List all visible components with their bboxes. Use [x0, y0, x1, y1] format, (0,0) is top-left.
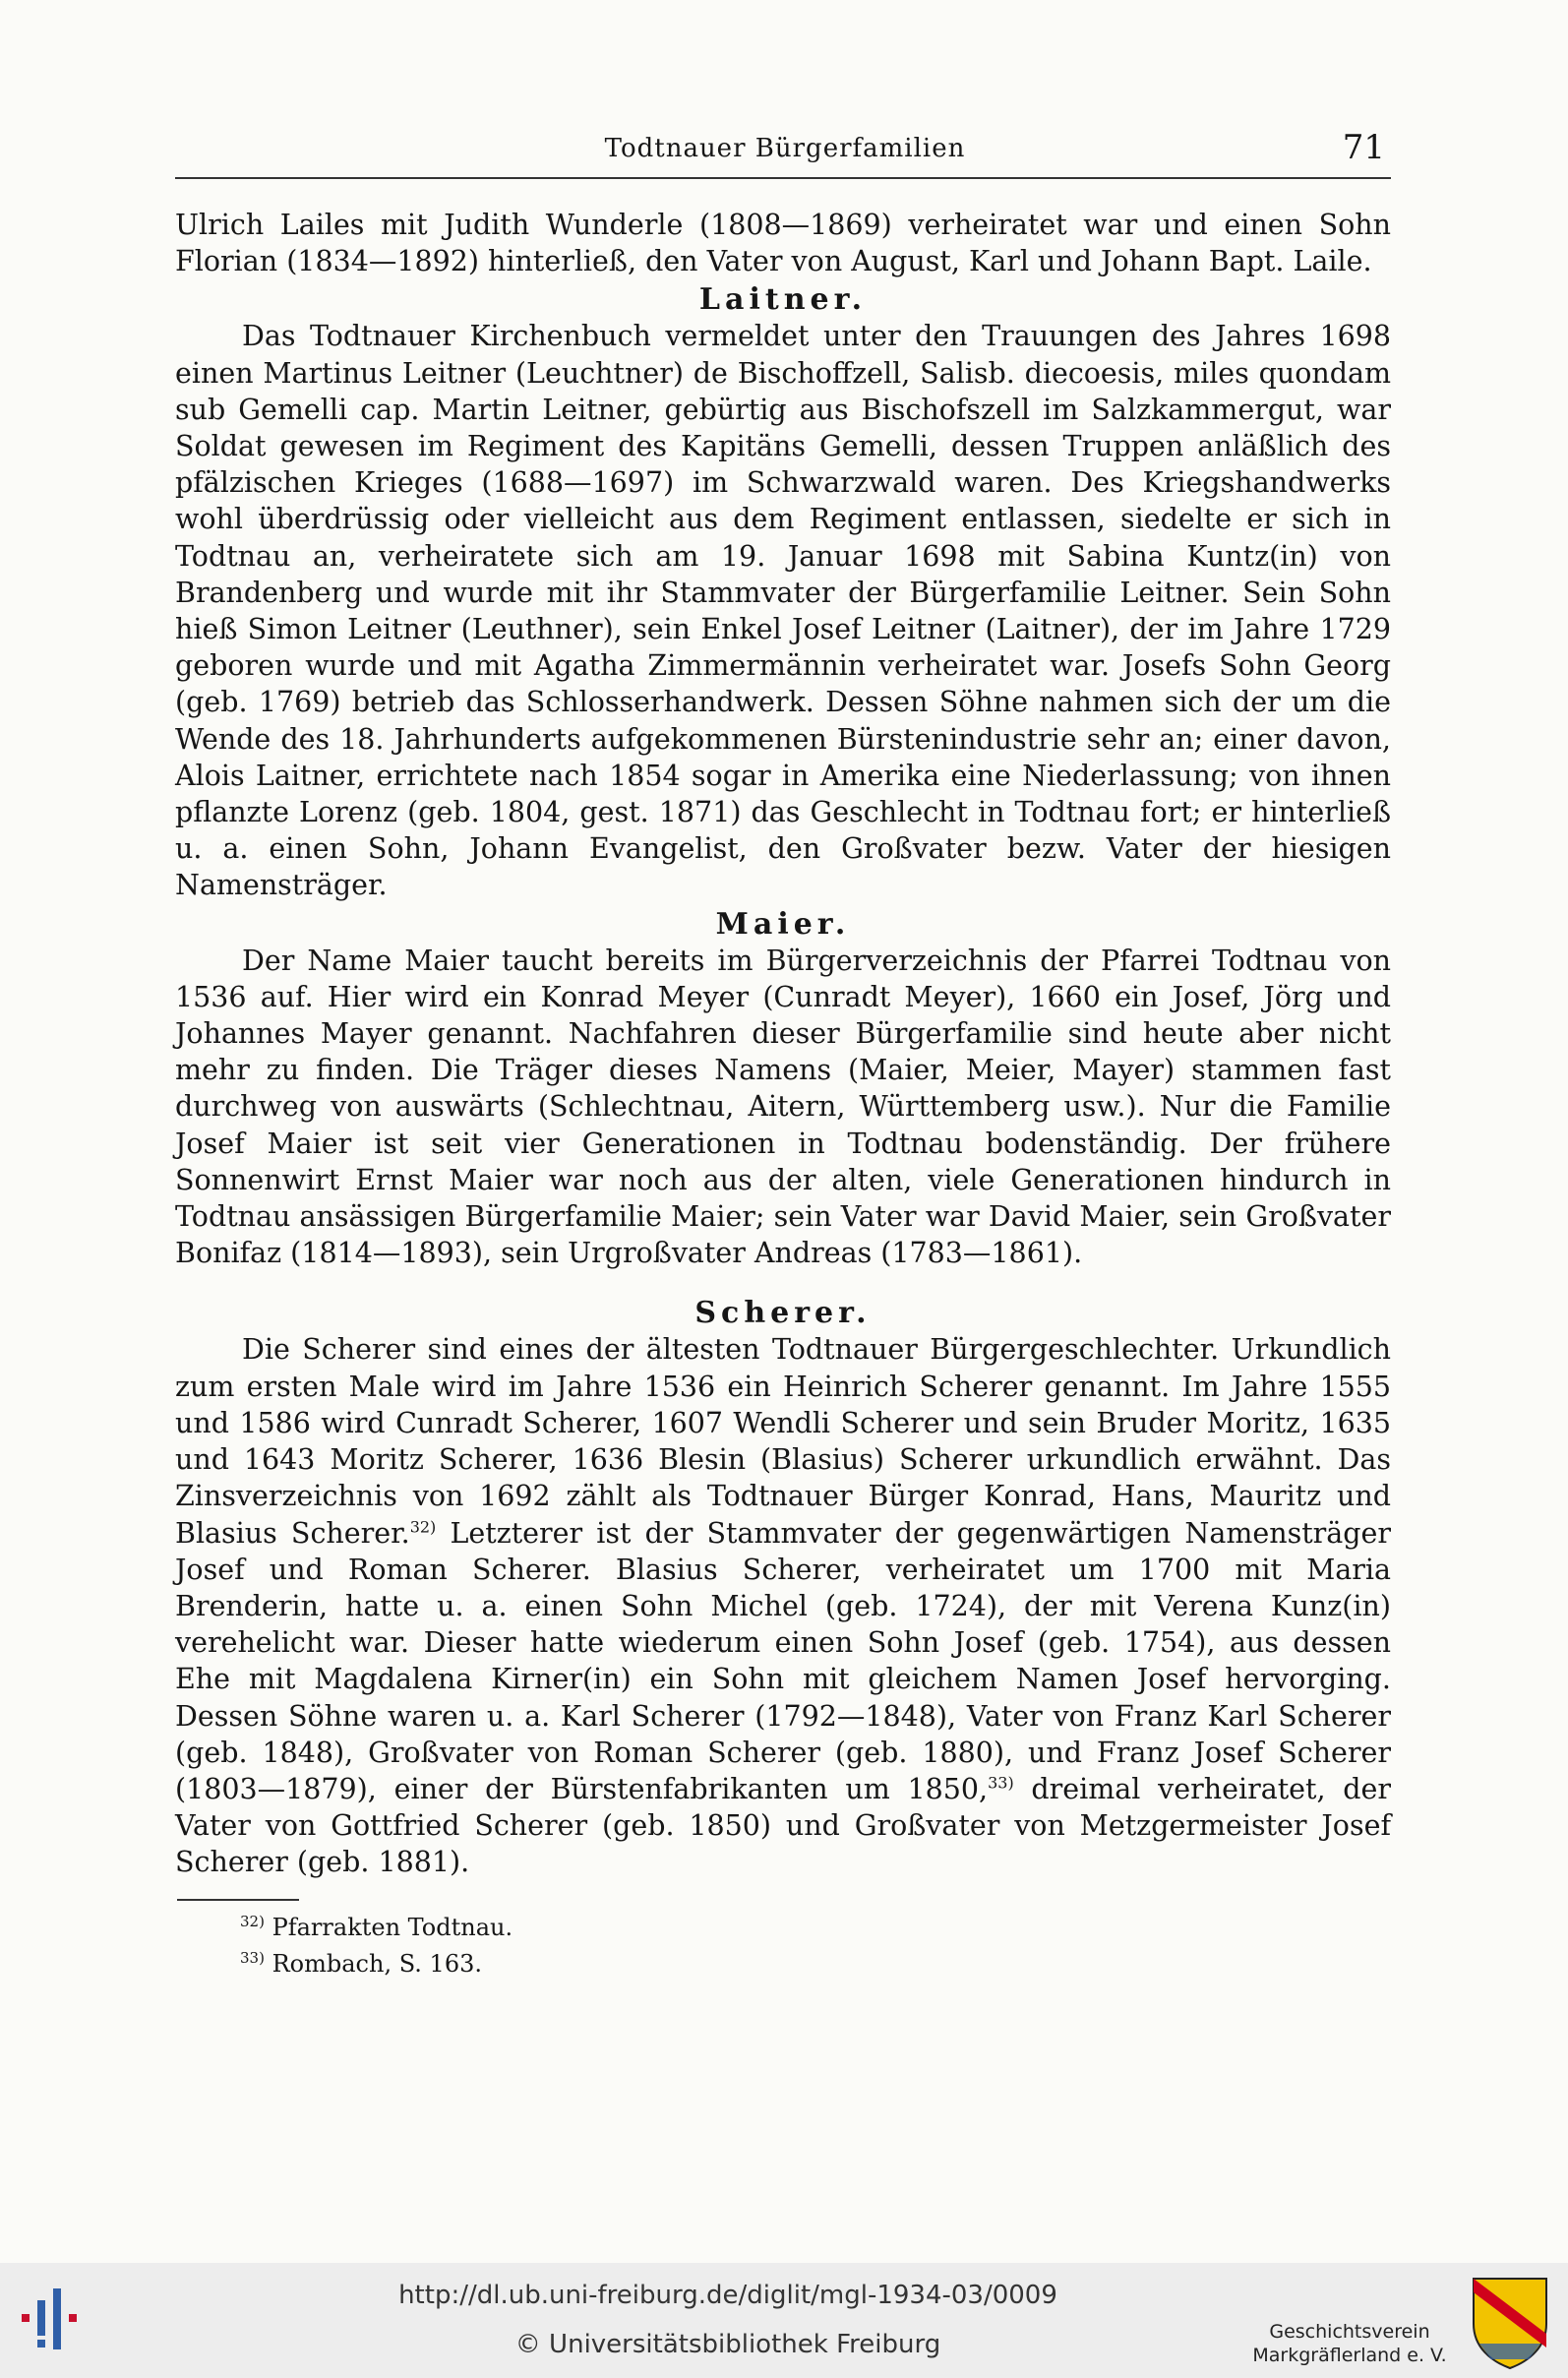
scherer-text-part3: dreimal verheiratet, der Vater von Gottfried Scherer (geb. 1850) und Großvater von Metzgermeister Josef Scherer (geb. 1881). — [175, 1772, 1391, 1879]
section-paragraph-laitner: Das Todtnauer Kirchenbuch vermeldet unter den Trauungen des Jahres 1698 einen Martinus Leitner (Leuchtner) de Bischoffzell, Salisb. diecoesis, miles quondam sub Gemelli cap. Martin Leitner, gebürtig aus Bischofszell im Salzkammergut, war Soldat gewesen im Regiment des Kapitäns Gemelli, dessen Truppen anläßlich des pfälzischen Krieges (1688—1697) im Schwarzwald waren. Des Kriegshandwerks wohl überdrüssig oder vielleicht aus dem Regiment entlassen, siedelte er sich in Todtnau an, verheiratete sich am 19. Januar 1698 mit Sabina Kuntz(in) von Brandenberg und wurde mit ihr Stammvater der Bürgerfamilie Leitner. Sein Sohn hieß Simon Leitner (Leuthner), sein Enkel Josef Leitner (Laitner), der im Jahre 1729 geboren wurde und mit Agatha Zimmermännin verheiratet war. Josefs Sohn Georg (geb. 1769) betrieb das Schlosserhandwerk. Dessen Söhne nahmen sich der um die Wende des 18. Jahrhunderts aufgekommenen Bürstenindustrie sehr an; einer davon, Alois Laitner, errichtete nach 1854 sogar in Amerika eine Niederlassung; von ihnen pflanzte Lorenz (geb. 1804, gest. 1871) das Geschlecht in Todtnau fort; er hinterließ u. a. einen Sohn, Johann Evangelist, den Großvater bezw. Vater der hiesigen Namensträger. — [175, 320, 1391, 902]
footnote-33 — [240, 1943, 1391, 1980]
body-text — [175, 207, 1391, 1980]
section-heading-maier: Maier. — [715, 906, 851, 942]
society-line-2: Markgräflerland e. V. — [1252, 2345, 1447, 2366]
page-header — [175, 128, 1395, 177]
footer-copyright: © Universitätsbibliothek Freiburg — [514, 2330, 941, 2359]
section-paragraph-scherer — [175, 1331, 1391, 1880]
footnote-rule — [177, 1899, 299, 1901]
footnote-ref-32: 32) — [409, 1517, 437, 1536]
ub-freiburg-logo-icon[interactable] — [16, 2285, 104, 2353]
scherer-text-part1: Die Scherer sind eines der ältesten Todtnauer Bürgergeschlechter. Urkundlich zum ersten Male wird im Jahre 1536 ein Heinrich Scherer genannt. Im Jahre 1555 und 1586 wird Cunradt Scherer, 1607 Wendli Scherer und sein Bruder Moritz, 1635 und 1643 Moritz Scherer, 1636 Blesin (Blasius) Scherer urkundlich erwähnt. Das Zinsverzeichnis von 1692 zählt als Todtnauer Bürger Konrad, Hans, Mauritz und Blasius Scherer. — [175, 1333, 1391, 1550]
section-paragraph-maier: Der Name Maier taucht bereits im Bürgerverzeichnis der Pfarrei Todtnau von 1536 auf. Hier wird ein Konrad Meyer (Cunradt Meyer), 1660 ein Josef, Jörg und Johannes Mayer genannt. Nachfahren dieser Bürgerfamilie sind heute aber nicht mehr zu finden. Die Träger dieses Namens (Maier, Meier, Mayer) stammen fast durchweg von auswärts (Schlechtnau, Aitern, Württemberg usw.). Nur die Familie Josef Maier ist seit vier Generationen in Todtnau bodenständig. Der frühere Sonnenwirt Ernst Maier war noch aus der alten, viele Generationen hindurch in Todtnau ansässigen Bürgerfamilie Maier; sein Vater war David Maier, sein Großvater Bonifaz (1814—1893), sein Urgroßvater Andreas (1783—1861). — [175, 944, 1391, 1270]
intro-paragraph: Ulrich Lailes mit Judith Wunderle (1808—1869) verheiratet war und einen Sohn Florian (1834—1892) hinterließ, den Vater von August, Karl und Johann Bapt. Laile. — [175, 209, 1391, 278]
footer-url-link[interactable]: http://dl.ub.uni-freiburg.de/diglit/mgl-1934-03/0009 — [398, 2281, 1057, 2310]
society-line-1: Geschichtsverein — [1269, 2321, 1430, 2343]
society-name — [1241, 2320, 1458, 2367]
footnote-number: 32) — [240, 1912, 265, 1930]
header-rule — [175, 177, 1391, 179]
page-number: 71 — [1342, 128, 1385, 167]
running-title: Todtnauer Bürgerfamilien — [604, 134, 966, 163]
scherer-text-part2: Letzterer ist der Stammvater der gegenwärtigen Namensträger Josef und Roman Scherer. Blasius Scherer, verheiratet um 1700 mit Maria Brenderin, hatte u. a. einen Sohn Michel (geb. 1724), der mit Verena Kunz(in) verehelicht war. Dieser hatte wiederum einen Sohn Josef (geb. 1754), aus dessen Ehe mit Magdalena Kirner(in) ein Sohn mit gleichem Namen Josef hervorging. Dessen Söhne waren u. a. Karl Scherer (1792—1848), Vater von Franz Karl Scherer (geb. 1848), Großvater von Roman Scherer (geb. 1880), und Franz Josef Scherer (1803—1879), einer der Bürstenfabrikanten um 1850, — [175, 1516, 1391, 1805]
footnote-number: 33) — [240, 1948, 265, 1967]
footnote-ref-33: 33) — [988, 1773, 1014, 1793]
section-heading-scherer: Scherer. — [694, 1296, 872, 1331]
footnote-text: Rombach, S. 163. — [271, 1949, 482, 1978]
viewer-footer — [0, 2263, 1568, 2378]
section-heading-laitner: Laitner. — [698, 282, 868, 318]
footnote-text: Pfarrakten Todtnau. — [271, 1913, 513, 1941]
markgraeflerland-crest-icon[interactable] — [1470, 2275, 1550, 2371]
footnotes — [240, 1907, 1391, 1980]
footnote-32 — [240, 1907, 1391, 1943]
